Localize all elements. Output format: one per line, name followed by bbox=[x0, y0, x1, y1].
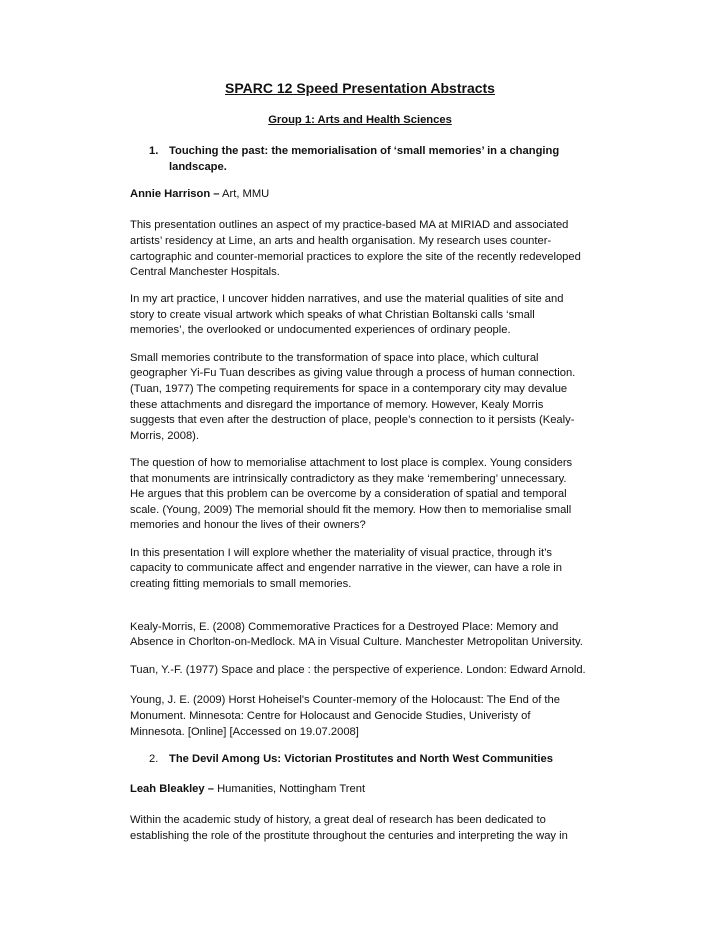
author-name: Leah Bleakley – bbox=[130, 783, 214, 795]
item-2-author bbox=[130, 781, 365, 797]
author-name: Annie Harrison – bbox=[130, 188, 220, 200]
item-2-number: 2. bbox=[149, 753, 159, 765]
reference-line: Young, J. E. (2009) Horst Hoheisel's Counter-memory of the Holocaust: The End of the bbox=[130, 694, 560, 706]
group-heading: Group 1: Arts and Health Sciences bbox=[268, 114, 452, 126]
author-affiliation: Art, MMU bbox=[219, 188, 270, 200]
paragraph-line: Central Manchester Hospitals. bbox=[130, 266, 280, 278]
paragraph-line: Within the academic study of history, a great deal of research has been dedicated to bbox=[130, 814, 546, 826]
paragraph-line: (Tuan, 1977) The competing requirements for space in a contemporary city may devalue bbox=[130, 383, 568, 395]
reference-line: Absence in Chorlton-on-Medlock. MA in Visual Culture. Manchester Metropolitan University. bbox=[130, 636, 583, 648]
paragraph-line: scale. (Young, 2009) The memorial should fit the memory. How then to memorialise small bbox=[130, 504, 572, 516]
paragraph-line: suggests that even after the destruction of place, people’s connection to it persists (Kealy- bbox=[130, 414, 575, 426]
item-1-author bbox=[130, 186, 269, 202]
reference-line: Monument. Minnesota: Centre for Holocaust and Genocide Studies, Univeristy of bbox=[130, 710, 531, 722]
paragraph-line: creating fitting memorials to small memories. bbox=[130, 578, 352, 590]
paragraph-line: cartographic and counter-memorial practices to explore the site of the recently redeveloped bbox=[130, 251, 581, 263]
reference-line: Minnesota. [Online] [Accessed on 19.07.2008] bbox=[130, 726, 359, 738]
paragraph-line: memories and honour the lives of their owners? bbox=[130, 519, 366, 531]
paragraph-line: In my art practice, I uncover hidden narratives, and use the material qualities of site and bbox=[130, 293, 564, 305]
author-affiliation: Humanities, Nottingham Trent bbox=[213, 783, 366, 795]
paragraph-line: This presentation outlines an aspect of my practice-based MA at MIRIAD and associated bbox=[130, 219, 569, 231]
reference-line: Tuan, Y.-F. (1977) Space and place : the perspective of experience. London: Edward Arnold. bbox=[130, 664, 586, 676]
paragraph-line: that monuments are intrinsically contradictory as they make ‘remembering’ unnecessary. bbox=[130, 473, 567, 485]
paragraph-line: these attachments and disregard the importance of memory. However, Kealy Morris bbox=[130, 399, 544, 411]
paragraph-line: establishing the role of the prostitute throughout the centuries and interpreting the way in bbox=[130, 830, 568, 842]
paragraph-line: The question of how to memorialise attachment to lost place is complex. Young considers bbox=[130, 457, 573, 469]
paragraph-line: geographer Yi-Fu Tuan describes as giving value through a process of human connection. bbox=[130, 367, 576, 379]
item-1-title-line-1: Touching the past: the memorialisation of ‘small memories’ in a changing bbox=[169, 145, 560, 157]
paragraph-line: story to create visual artwork which speaks of what Christian Boltanski calls ‘small bbox=[130, 309, 535, 321]
item-2-title: The Devil Among Us: Victorian Prostitutes and North West Communities bbox=[169, 753, 553, 765]
paragraph-line: capacity to communicate affect and engender narrative in the viewer, can have a role in bbox=[130, 562, 563, 574]
reference-line: Kealy-Morris, E. (2008) Commemorative Practices for a Destroyed Place: Memory and bbox=[130, 621, 559, 633]
item-1-title-line-2: landscape. bbox=[169, 161, 227, 173]
paragraph-line: In this presentation I will explore whether the materiality of visual practice, through it’s bbox=[130, 547, 553, 559]
paragraph-line: He argues that this problem can be overcome by a consideration of spatial and temporal bbox=[130, 488, 567, 500]
paragraph-line: memories’, the overlooked or undocumented experiences of ordinary people. bbox=[130, 324, 511, 336]
page-title: SPARC 12 Speed Presentation Abstracts bbox=[225, 80, 495, 96]
paragraph-line: Morris, 2008). bbox=[130, 430, 200, 442]
paragraph-line: Small memories contribute to the transformation of space into place, which cultural bbox=[130, 352, 539, 364]
item-1-number: 1. bbox=[149, 145, 159, 157]
paragraph-line: artists’ residency at Lime, an arts and health organisation. My research uses counter- bbox=[130, 235, 552, 247]
